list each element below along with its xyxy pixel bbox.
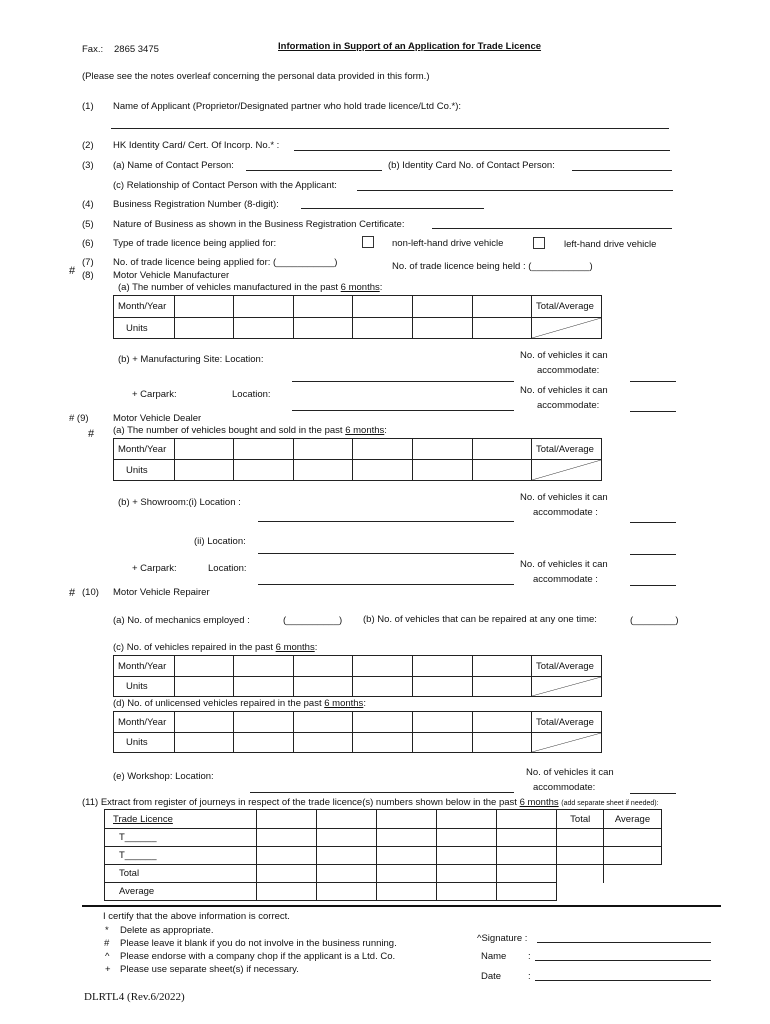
units-cell[interactable] bbox=[174, 677, 234, 697]
units-label: Units bbox=[114, 460, 175, 481]
units-cell[interactable] bbox=[234, 318, 294, 339]
carpark-accommodate-label-9: accommodate : bbox=[533, 574, 598, 585]
nature-of-business-field[interactable] bbox=[432, 228, 672, 229]
month-cell[interactable] bbox=[472, 439, 532, 460]
total-cell[interactable] bbox=[532, 733, 602, 753]
bought-sold-label: (a) The number of vehicles bought and sold in the past 6 months: bbox=[113, 425, 387, 436]
total-cell[interactable] bbox=[532, 677, 602, 697]
units-cell[interactable] bbox=[293, 318, 353, 339]
total-cell[interactable] bbox=[532, 318, 602, 339]
date-colon: : bbox=[528, 971, 531, 982]
month-cell[interactable] bbox=[412, 712, 472, 733]
repair-capacity-field[interactable]: (________) bbox=[630, 615, 679, 626]
contact-name-field[interactable] bbox=[246, 170, 382, 171]
note-hash: Please leave it blank if you do not involve in the business running. bbox=[120, 938, 397, 949]
units-cell[interactable] bbox=[293, 460, 353, 481]
item-number-1: (1) bbox=[82, 101, 94, 112]
footer-divider bbox=[82, 905, 721, 907]
total-row-label: Total bbox=[105, 865, 257, 883]
journey-cell[interactable] bbox=[437, 829, 497, 847]
showroom-ii-location-field[interactable] bbox=[258, 553, 514, 554]
note-plus-symbol: + bbox=[105, 964, 111, 975]
site-accommodate-label: accommodate: bbox=[537, 365, 600, 376]
units-cell[interactable] bbox=[234, 460, 294, 481]
note-caret: Please endorse with a company chop if the applicant is a Ltd. Co. bbox=[120, 951, 396, 962]
month-cell[interactable] bbox=[293, 296, 353, 318]
journey-cell[interactable] bbox=[497, 865, 557, 883]
month-cell[interactable] bbox=[353, 439, 413, 460]
manufacturer-label: Motor Vehicle Manufacturer bbox=[113, 270, 230, 281]
units-cell[interactable] bbox=[472, 677, 532, 697]
dealer-table bbox=[113, 438, 602, 481]
manufacturing-site-label: (b) + Manufacturing Site: Location: bbox=[118, 354, 264, 365]
journey-cell[interactable] bbox=[437, 865, 497, 883]
hkid-field[interactable] bbox=[294, 150, 670, 151]
unlicensed-count-label: (d) No. of unlicensed vehicles repaired in the past 6 months: bbox=[113, 698, 366, 709]
trade-licence-header: Trade Licence bbox=[105, 810, 257, 829]
relationship-field[interactable] bbox=[357, 190, 673, 191]
licence-row-2-label[interactable]: T______ bbox=[105, 847, 257, 865]
lhd-label: left-hand drive vehicle bbox=[564, 239, 657, 250]
note-hash-symbol: # bbox=[104, 938, 110, 949]
month-cell[interactable] bbox=[353, 712, 413, 733]
journey-cell[interactable] bbox=[317, 829, 377, 847]
note-plus: Please use separate sheet(s) if necessary. bbox=[120, 964, 299, 975]
nature-of-business-label: Nature of Business as shown in the Business Registration Certificate: bbox=[113, 219, 405, 230]
total-average-header: Total/Average bbox=[532, 439, 602, 460]
units-cell[interactable] bbox=[472, 460, 532, 481]
units-cell[interactable] bbox=[412, 460, 472, 481]
blank-cell bbox=[604, 883, 662, 901]
month-cell[interactable] bbox=[234, 439, 294, 460]
units-cell[interactable] bbox=[472, 733, 532, 753]
month-cell[interactable] bbox=[472, 296, 532, 318]
units-cell[interactable] bbox=[174, 460, 234, 481]
mechanics-field[interactable]: (__________) bbox=[283, 615, 343, 626]
carpark-capacity-field-9[interactable] bbox=[630, 585, 676, 586]
month-year-header: Month/Year bbox=[114, 439, 175, 460]
units-cell[interactable] bbox=[174, 733, 234, 753]
mechanics-label: (a) No. of mechanics employed : bbox=[113, 615, 250, 626]
contact-name-label: (a) Name of Contact Person: bbox=[113, 160, 234, 171]
licence-type-label: Type of trade licence being applied for: bbox=[113, 238, 277, 249]
average-row-label: Average bbox=[105, 883, 257, 901]
journey-cell[interactable] bbox=[257, 810, 317, 829]
licence-row-1-label[interactable]: T______ bbox=[105, 829, 257, 847]
carpark-location-field-9[interactable] bbox=[258, 584, 514, 585]
workshop-capacity-field[interactable] bbox=[630, 793, 676, 794]
journey-cell[interactable] bbox=[317, 810, 377, 829]
fax-number: 2865 3475 bbox=[114, 44, 159, 55]
units-cell[interactable] bbox=[472, 318, 532, 339]
fax-label: Fax.: bbox=[82, 44, 104, 55]
journey-cell[interactable] bbox=[604, 829, 662, 847]
total-average-header: Total/Average bbox=[532, 656, 602, 677]
journey-total-header: Total bbox=[557, 810, 604, 829]
journey-cell[interactable] bbox=[497, 810, 557, 829]
item-number-6: (6) bbox=[82, 238, 94, 249]
certify-statement: I certify that the above information is correct. bbox=[103, 911, 290, 922]
non-lhd-label: non-left-hand drive vehicle bbox=[392, 238, 504, 249]
units-cell[interactable] bbox=[234, 677, 294, 697]
journey-register-label: (11) Extract from register of journeys in respect of the trade licence(s) numbers shown below in the past 6 months (add separate sheet if needed): bbox=[82, 797, 659, 808]
journey-cell[interactable] bbox=[437, 847, 497, 865]
units-cell[interactable] bbox=[412, 318, 472, 339]
showroom-location-field[interactable] bbox=[258, 521, 514, 522]
journey-cell[interactable] bbox=[497, 829, 557, 847]
showroom-label: (b) + Showroom:(i) Location : bbox=[118, 497, 241, 508]
journey-cell[interactable] bbox=[317, 883, 377, 901]
blank-cell bbox=[557, 865, 604, 883]
showroom-accommodate-label: accommodate : bbox=[533, 507, 598, 518]
total-average-header: Total/Average bbox=[532, 296, 602, 318]
carpark-capacity-field-8[interactable] bbox=[630, 411, 676, 412]
month-cell[interactable] bbox=[412, 439, 472, 460]
form-title: Information in Support of an Application for Trade Licence bbox=[278, 41, 542, 52]
units-cell[interactable] bbox=[353, 677, 413, 697]
hkid-label: HK Identity Card/ Cert. Of Incorp. No.* : bbox=[113, 140, 280, 151]
total-cell[interactable] bbox=[532, 460, 602, 481]
journey-cell[interactable] bbox=[377, 829, 437, 847]
form-code: DLRTL4 (Rev.6/2022) bbox=[84, 991, 185, 1003]
units-label: Units bbox=[114, 318, 175, 339]
contact-id-label: (b) Identity Card No. of Contact Person: bbox=[388, 160, 555, 171]
repair-capacity-label: (b) No. of vehicles that can be repaired at any one time: bbox=[363, 614, 597, 625]
br-number-label: Business Registration Number (8-digit): bbox=[113, 199, 279, 210]
carpark-capacity-label-9: No. of vehicles it can bbox=[520, 559, 608, 570]
month-cell[interactable] bbox=[412, 296, 472, 318]
units-cell[interactable] bbox=[412, 677, 472, 697]
contact-id-field[interactable] bbox=[572, 170, 672, 171]
note-star: Delete as appropriate. bbox=[120, 925, 214, 936]
units-cell[interactable] bbox=[234, 733, 294, 753]
blank-cell bbox=[557, 883, 604, 901]
month-cell[interactable] bbox=[472, 656, 532, 677]
units-cell[interactable] bbox=[412, 733, 472, 753]
manufacturing-site-location-field[interactable] bbox=[292, 381, 514, 382]
carpark-location-label-8: Location: bbox=[232, 389, 271, 400]
journey-table bbox=[104, 809, 662, 901]
dealer-label: Motor Vehicle Dealer bbox=[113, 413, 202, 424]
journey-cell[interactable] bbox=[377, 810, 437, 829]
name-label: Name bbox=[481, 951, 507, 962]
month-cell[interactable] bbox=[293, 439, 353, 460]
journey-cell[interactable] bbox=[497, 883, 557, 901]
date-field[interactable] bbox=[535, 980, 711, 981]
showroom-ii-capacity-field[interactable] bbox=[630, 554, 676, 555]
name-field[interactable] bbox=[535, 960, 711, 961]
hash-marker-9: # bbox=[88, 428, 95, 440]
month-cell[interactable] bbox=[174, 296, 234, 318]
journey-cell[interactable] bbox=[377, 865, 437, 883]
units-cell[interactable] bbox=[293, 677, 353, 697]
month-year-header: Month/Year bbox=[114, 296, 175, 318]
carpark-accommodate-label-8: accommodate: bbox=[537, 400, 600, 411]
workshop-accommodate-label: accommodate: bbox=[533, 782, 596, 793]
month-cell[interactable] bbox=[353, 656, 413, 677]
journey-cell[interactable] bbox=[557, 829, 604, 847]
repaired-table bbox=[113, 655, 602, 697]
units-label: Units bbox=[114, 733, 175, 753]
journey-cell[interactable] bbox=[317, 865, 377, 883]
journey-average-header: Average bbox=[604, 810, 662, 829]
month-cell[interactable] bbox=[174, 656, 234, 677]
date-label: Date bbox=[481, 971, 502, 982]
item-number-10: (10) bbox=[82, 587, 99, 598]
blank-cell bbox=[604, 865, 662, 883]
applicant-name-field[interactable] bbox=[111, 128, 669, 129]
month-year-header: Month/Year bbox=[114, 656, 175, 677]
note-caret-symbol: ^ bbox=[105, 951, 110, 962]
manufactured-table bbox=[113, 295, 602, 339]
month-cell[interactable] bbox=[234, 712, 294, 733]
journey-cell[interactable] bbox=[257, 829, 317, 847]
journey-cell[interactable] bbox=[557, 847, 604, 865]
workshop-capacity-label: No. of vehicles it can bbox=[526, 767, 614, 778]
month-cell[interactable] bbox=[234, 656, 294, 677]
name-colon: : bbox=[528, 951, 531, 962]
journey-cell[interactable] bbox=[257, 847, 317, 865]
total-average-header: Total/Average bbox=[532, 712, 602, 733]
units-cell[interactable] bbox=[174, 318, 234, 339]
units-cell[interactable] bbox=[353, 460, 413, 481]
item-number-5: (5) bbox=[82, 219, 94, 230]
showroom-capacity-field[interactable] bbox=[630, 522, 676, 523]
item-number-3: (3) bbox=[82, 160, 94, 171]
hash-marker-8: # bbox=[69, 265, 76, 277]
month-cell[interactable] bbox=[353, 296, 413, 318]
journey-cell[interactable] bbox=[317, 847, 377, 865]
item-number-2: (2) bbox=[82, 140, 94, 151]
site-capacity-field[interactable] bbox=[630, 381, 676, 382]
month-cell[interactable] bbox=[472, 712, 532, 733]
workshop-location-field[interactable] bbox=[250, 792, 514, 793]
signature-field[interactable] bbox=[537, 942, 711, 943]
carpark-label-9: + Carpark: bbox=[132, 563, 177, 574]
month-cell[interactable] bbox=[174, 439, 234, 460]
month-year-header: Month/Year bbox=[114, 712, 175, 733]
relationship-label: (c) Relationship of Contact Person with the Applicant: bbox=[113, 180, 337, 191]
carpark-capacity-label-8: No. of vehicles it can bbox=[520, 385, 608, 396]
journey-cell[interactable] bbox=[437, 810, 497, 829]
hash-marker-10: # bbox=[69, 587, 76, 599]
units-cell[interactable] bbox=[353, 733, 413, 753]
journey-cell[interactable] bbox=[257, 865, 317, 883]
month-cell[interactable] bbox=[234, 296, 294, 318]
showroom-capacity-label: No. of vehicles it can bbox=[520, 492, 608, 503]
non-lhd-checkbox[interactable] bbox=[362, 236, 374, 248]
journey-cell[interactable] bbox=[604, 847, 662, 865]
item-number-9: # (9) bbox=[69, 413, 89, 424]
units-cell[interactable] bbox=[293, 733, 353, 753]
month-cell[interactable] bbox=[412, 656, 472, 677]
item-number-7: (7) bbox=[82, 257, 94, 268]
journey-cell[interactable] bbox=[257, 883, 317, 901]
br-number-field[interactable] bbox=[301, 208, 484, 209]
privacy-notice: (Please see the notes overleaf concerning the personal data provided in this form.) bbox=[82, 71, 430, 82]
manufactured-count-label: (a) The number of vehicles manufactured in the past 6 months: bbox=[118, 282, 383, 293]
unlicensed-table bbox=[113, 711, 602, 753]
units-label: Units bbox=[114, 677, 175, 697]
carpark-location-field-8[interactable] bbox=[292, 410, 514, 411]
repairer-label: Motor Vehicle Repairer bbox=[113, 587, 210, 598]
journey-cell[interactable] bbox=[377, 883, 437, 901]
month-cell[interactable] bbox=[293, 712, 353, 733]
journey-cell[interactable] bbox=[437, 883, 497, 901]
licence-held-label: No. of trade licence being held : (___________) bbox=[392, 261, 593, 272]
workshop-label: (e) Workshop: Location: bbox=[113, 771, 214, 782]
repaired-count-label: (c) No. of vehicles repaired in the past 6 months: bbox=[113, 642, 318, 653]
item-number-8: (8) bbox=[82, 270, 94, 281]
journey-cell[interactable] bbox=[497, 847, 557, 865]
applicant-name-label: Name of Applicant (Proprietor/Designated partner who hold trade licence/Ltd Co.*): bbox=[113, 101, 461, 112]
licence-applied-label: No. of trade licence being applied for: (___________) bbox=[113, 257, 338, 268]
journey-cell[interactable] bbox=[377, 847, 437, 865]
signature-label: ^Signature : bbox=[477, 933, 528, 944]
units-cell[interactable] bbox=[353, 318, 413, 339]
item-number-4: (4) bbox=[82, 199, 94, 210]
carpark-label-8: + Carpark: bbox=[132, 389, 177, 400]
note-star-symbol: * bbox=[105, 925, 109, 936]
lhd-checkbox[interactable] bbox=[533, 237, 545, 249]
month-cell[interactable] bbox=[174, 712, 234, 733]
site-capacity-label: No. of vehicles it can bbox=[520, 350, 608, 361]
carpark-location-label-9: Location: bbox=[208, 563, 247, 574]
month-cell[interactable] bbox=[293, 656, 353, 677]
showroom-ii-label: (ii) Location: bbox=[194, 536, 246, 547]
